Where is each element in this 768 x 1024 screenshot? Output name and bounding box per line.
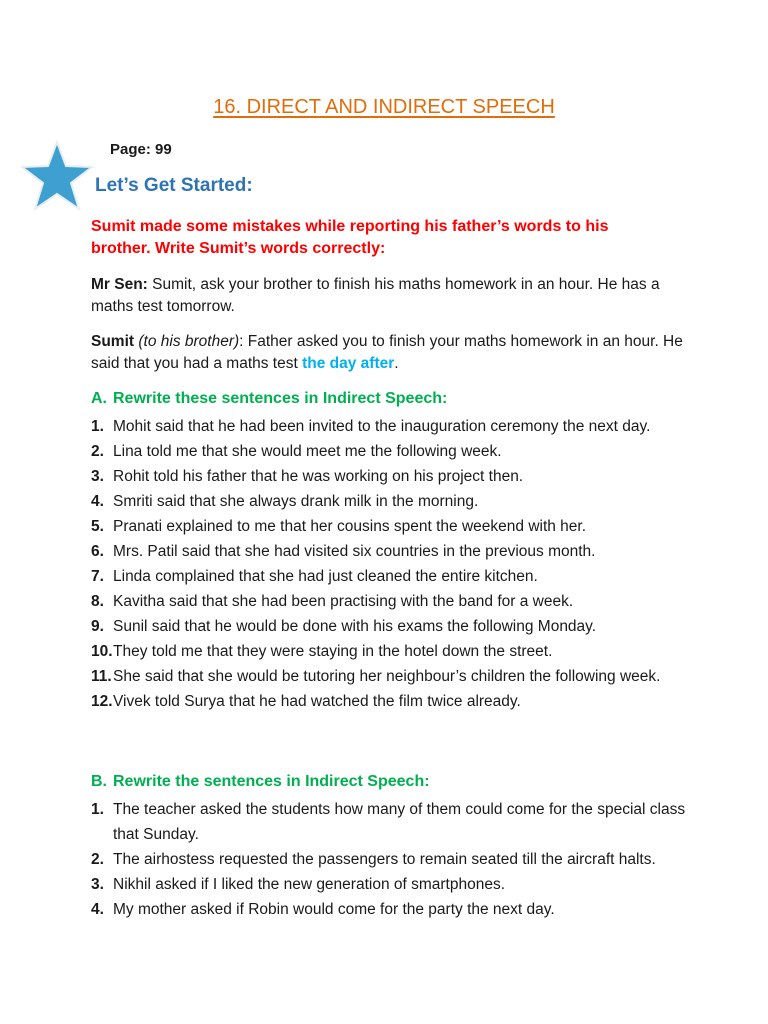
mr-sen-paragraph [91,274,691,318]
sumit-aside: (to his brother) [138,333,240,350]
item-text: The teacher asked the students how many of them could come for the special class that Sunday. [113,801,686,843]
list-item [91,414,691,439]
list-item [91,847,691,872]
item-text: Mohit said that he had been invited to the inauguration ceremony the next day. [113,418,651,435]
item-number: 1. [91,801,104,818]
item-text: Pranati explained to me that her cousins spent the weekend with her. [113,518,587,535]
item-text: My mother asked if Robin would come for the party the next day. [113,901,555,918]
item-number: 7. [91,568,104,585]
item-number: 2. [91,443,104,460]
item-number: 12. [91,693,113,710]
mr-sen-speaker: Mr Sen: [91,276,148,293]
section-b-heading [91,773,430,791]
section-b-heading-text: Rewrite the sentences in Indirect Speech: [113,773,430,790]
sumit-end: . [394,355,399,372]
item-text: Mrs. Patil said that she had visited six countries in the previous month. [113,543,596,560]
lets-get-started-heading: Let’s Get Started: [95,175,253,196]
sumit-highlight: the day after [302,355,395,372]
item-text: Smriti said that she always drank milk in the morning. [113,493,479,510]
item-text: The airhostess requested the passengers to remain seated till the aircraft halts. [113,851,656,868]
page-number-label: Page: 99 [110,141,172,158]
section-b-list [91,797,691,922]
item-number: 3. [91,468,104,485]
section-a-letter: A. [91,390,107,407]
list-item [91,689,691,714]
list-item [91,797,691,847]
sumit-speaker: Sumit [91,333,135,350]
item-text: Rohit told his father that he was working on his project then. [113,468,524,485]
item-text: Nikhil asked if I liked the new generation of smartphones. [113,876,506,893]
item-text: Vivek told Surya that he had watched the film twice already. [113,693,521,710]
item-number: 2. [91,851,104,868]
item-number: 9. [91,618,104,635]
list-item [91,664,691,689]
list-item [91,872,691,897]
item-text: Sunil said that he would be done with his exams the following Monday. [113,618,597,635]
page-title: 16. DIRECT AND INDIRECT SPEECH [213,96,555,118]
sumit-text: : Father asked you to finish your maths homework in an hour. He said that you had a maths test [91,333,683,372]
list-item [91,897,691,922]
list-item [91,439,691,464]
list-item [91,639,691,664]
list-item [91,589,691,614]
list-item [91,539,691,564]
item-number: 5. [91,518,104,535]
item-text: Lina told me that she would meet me the following week. [113,443,502,460]
item-text: Kavitha said that she had been practising with the band for a week. [113,593,574,610]
list-item [91,564,691,589]
section-a-list [91,414,691,714]
item-text: Linda complained that she had just cleaned the entire kitchen. [113,568,538,585]
item-number: 4. [91,901,104,918]
item-number: 10. [91,643,113,660]
star-icon [21,140,93,212]
item-number: 4. [91,493,104,510]
list-item [91,489,691,514]
item-number: 11. [91,668,112,685]
list-item [91,614,691,639]
section-b-letter: B. [91,773,107,790]
mr-sen-text: Sumit, ask your brother to finish his maths homework in an hour. He has a maths test tomorrow. [91,276,660,315]
item-number: 8. [91,593,104,610]
item-number: 1. [91,418,104,435]
item-number: 3. [91,876,104,893]
sumit-paragraph [91,331,691,375]
list-item [91,464,691,489]
item-text: She said that she would be tutoring her neighbour’s children the following week. [113,668,661,685]
section-a-heading [91,390,447,408]
section-a-heading-text: Rewrite these sentences in Indirect Speech: [113,390,448,407]
instruction-text: Sumit made some mistakes while reporting his father’s words to his brother. Write Sumit’s words correctly: [91,218,609,257]
item-text: They told me that they were staying in the hotel down the street. [113,643,553,660]
list-item [91,514,691,539]
item-number: 6. [91,543,104,560]
